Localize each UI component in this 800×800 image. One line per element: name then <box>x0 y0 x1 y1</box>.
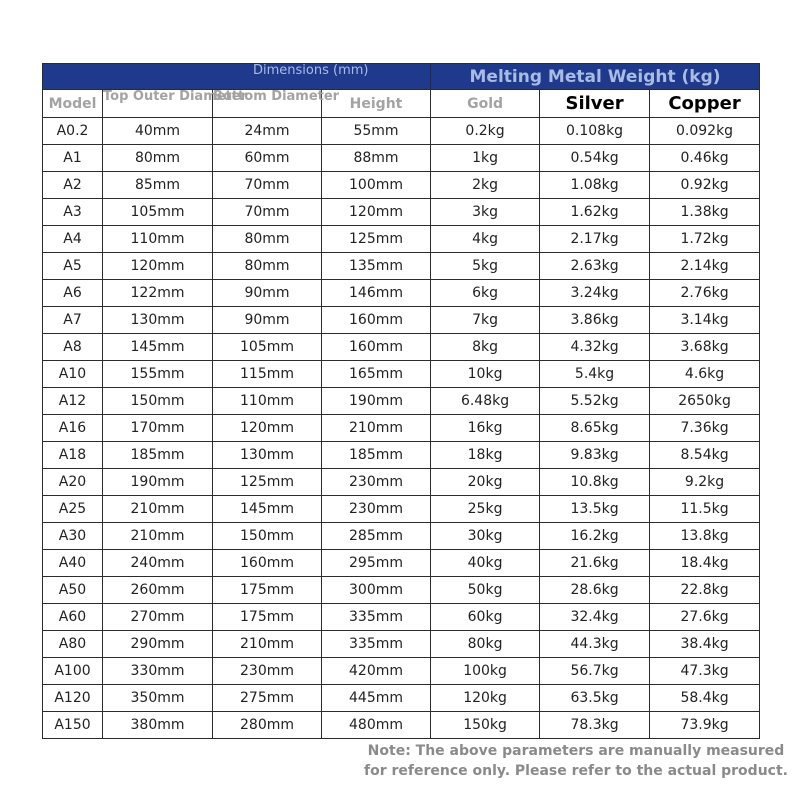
cell-bottom-diameter: 70mm <box>213 172 322 199</box>
cell-top-outer-diameter: 145mm <box>103 334 213 361</box>
cell-gold-weight: 1kg <box>431 145 540 172</box>
cell-gold-weight: 6kg <box>431 280 540 307</box>
cell-copper-weight: 7.36kg <box>650 415 760 442</box>
cell-gold-weight: 80kg <box>431 631 540 658</box>
cell-top-outer-diameter: 105mm <box>103 199 213 226</box>
cell-bottom-diameter: 210mm <box>213 631 322 658</box>
cell-height: 335mm <box>322 631 431 658</box>
table-row <box>43 523 760 550</box>
table-row <box>43 226 760 253</box>
cell-copper-weight: 47.3kg <box>650 658 760 685</box>
cell-bottom-diameter: 275mm <box>213 685 322 712</box>
cell-gold-weight: 25kg <box>431 496 540 523</box>
cell-height: 135mm <box>322 253 431 280</box>
cell-copper-weight: 0.092kg <box>650 118 760 145</box>
cell-top-outer-diameter: 155mm <box>103 361 213 388</box>
cell-model: A20 <box>43 469 103 496</box>
cell-model: A1 <box>43 145 103 172</box>
table-row <box>43 415 760 442</box>
cell-model: A30 <box>43 523 103 550</box>
disclaimer-note: Note: The above parameters are manually measured for reference only. Please refer to the actual product. <box>364 743 788 779</box>
cell-silver-weight: 56.7kg <box>540 658 650 685</box>
cell-model: A80 <box>43 631 103 658</box>
cell-model: A100 <box>43 658 103 685</box>
cell-copper-weight: 3.68kg <box>650 334 760 361</box>
cell-top-outer-diameter: 350mm <box>103 685 213 712</box>
table-row <box>43 469 760 496</box>
cell-silver-weight: 78.3kg <box>540 712 650 739</box>
cell-gold-weight: 60kg <box>431 604 540 631</box>
cell-top-outer-diameter: 190mm <box>103 469 213 496</box>
cell-bottom-diameter: 80mm <box>213 226 322 253</box>
cell-model: A4 <box>43 226 103 253</box>
table-row <box>43 145 760 172</box>
table-row <box>43 253 760 280</box>
cell-copper-weight: 2.14kg <box>650 253 760 280</box>
cell-copper-weight: 2.76kg <box>650 280 760 307</box>
cell-bottom-diameter: 80mm <box>213 253 322 280</box>
table-row <box>43 550 760 577</box>
cell-top-outer-diameter: 170mm <box>103 415 213 442</box>
cell-bottom-diameter: 150mm <box>213 523 322 550</box>
cell-gold-weight: 18kg <box>431 442 540 469</box>
cell-silver-weight: 32.4kg <box>540 604 650 631</box>
col-header-bottom-diameter: Bottom Diameter <box>213 90 322 118</box>
table-row <box>43 361 760 388</box>
cell-gold-weight: 8kg <box>431 334 540 361</box>
table-row <box>43 685 760 712</box>
cell-top-outer-diameter: 290mm <box>103 631 213 658</box>
table-body <box>43 118 760 739</box>
cell-height: 165mm <box>322 361 431 388</box>
cell-height: 120mm <box>322 199 431 226</box>
cell-copper-weight: 4.6kg <box>650 361 760 388</box>
cell-silver-weight: 4.32kg <box>540 334 650 361</box>
cell-model: A0.2 <box>43 118 103 145</box>
cell-copper-weight: 73.9kg <box>650 712 760 739</box>
cell-copper-weight: 58.4kg <box>650 685 760 712</box>
cell-copper-weight: 0.46kg <box>650 145 760 172</box>
col-header-silver: Silver <box>540 90 650 118</box>
cell-copper-weight: 1.72kg <box>650 226 760 253</box>
cell-silver-weight: 5.4kg <box>540 361 650 388</box>
cell-gold-weight: 30kg <box>431 523 540 550</box>
cell-gold-weight: 50kg <box>431 577 540 604</box>
cell-silver-weight: 63.5kg <box>540 685 650 712</box>
cell-copper-weight: 11.5kg <box>650 496 760 523</box>
cell-gold-weight: 150kg <box>431 712 540 739</box>
table-row <box>43 712 760 739</box>
table-row <box>43 307 760 334</box>
cell-copper-weight: 18.4kg <box>650 550 760 577</box>
cell-top-outer-diameter: 185mm <box>103 442 213 469</box>
col-header-height: Height <box>322 90 431 118</box>
cell-top-outer-diameter: 80mm <box>103 145 213 172</box>
cell-bottom-diameter: 115mm <box>213 361 322 388</box>
cell-height: 300mm <box>322 577 431 604</box>
cell-model: A10 <box>43 361 103 388</box>
table-row <box>43 658 760 685</box>
cell-silver-weight: 2.63kg <box>540 253 650 280</box>
cell-gold-weight: 100kg <box>431 658 540 685</box>
cell-model: A2 <box>43 172 103 199</box>
cell-gold-weight: 6.48kg <box>431 388 540 415</box>
cell-height: 125mm <box>322 226 431 253</box>
cell-model: A50 <box>43 577 103 604</box>
cell-height: 190mm <box>322 388 431 415</box>
table-row <box>43 388 760 415</box>
cell-gold-weight: 3kg <box>431 199 540 226</box>
cell-top-outer-diameter: 110mm <box>103 226 213 253</box>
table-row <box>43 334 760 361</box>
cell-top-outer-diameter: 85mm <box>103 172 213 199</box>
cell-height: 160mm <box>322 307 431 334</box>
cell-bottom-diameter: 90mm <box>213 280 322 307</box>
col-header-model: Model <box>43 90 103 118</box>
cell-model: A8 <box>43 334 103 361</box>
cell-height: 285mm <box>322 523 431 550</box>
cell-copper-weight: 1.38kg <box>650 199 760 226</box>
cell-bottom-diameter: 105mm <box>213 334 322 361</box>
cell-model: A25 <box>43 496 103 523</box>
cell-bottom-diameter: 175mm <box>213 604 322 631</box>
cell-gold-weight: 120kg <box>431 685 540 712</box>
table-row <box>43 577 760 604</box>
cell-bottom-diameter: 70mm <box>213 199 322 226</box>
cell-copper-weight: 8.54kg <box>650 442 760 469</box>
cell-silver-weight: 28.6kg <box>540 577 650 604</box>
cell-silver-weight: 10.8kg <box>540 469 650 496</box>
table-row <box>43 199 760 226</box>
cell-top-outer-diameter: 240mm <box>103 550 213 577</box>
cell-silver-weight: 2.17kg <box>540 226 650 253</box>
cell-bottom-diameter: 90mm <box>213 307 322 334</box>
cell-height: 88mm <box>322 145 431 172</box>
cell-copper-weight: 38.4kg <box>650 631 760 658</box>
cell-height: 100mm <box>322 172 431 199</box>
table-row <box>43 496 760 523</box>
cell-silver-weight: 16.2kg <box>540 523 650 550</box>
cell-top-outer-diameter: 270mm <box>103 604 213 631</box>
cell-silver-weight: 21.6kg <box>540 550 650 577</box>
cell-top-outer-diameter: 40mm <box>103 118 213 145</box>
cell-bottom-diameter: 175mm <box>213 577 322 604</box>
cell-height: 335mm <box>322 604 431 631</box>
cell-bottom-diameter: 60mm <box>213 145 322 172</box>
dimensions-group-header: Dimensions (mm) <box>43 64 431 90</box>
table-row <box>43 172 760 199</box>
cell-gold-weight: 20kg <box>431 469 540 496</box>
table-row <box>43 442 760 469</box>
cell-height: 210mm <box>322 415 431 442</box>
cell-bottom-diameter: 120mm <box>213 415 322 442</box>
cell-gold-weight: 5kg <box>431 253 540 280</box>
cell-model: A16 <box>43 415 103 442</box>
cell-copper-weight: 9.2kg <box>650 469 760 496</box>
cell-model: A150 <box>43 712 103 739</box>
cell-top-outer-diameter: 210mm <box>103 496 213 523</box>
cell-height: 480mm <box>322 712 431 739</box>
cell-top-outer-diameter: 130mm <box>103 307 213 334</box>
cell-top-outer-diameter: 260mm <box>103 577 213 604</box>
cell-gold-weight: 2kg <box>431 172 540 199</box>
cell-height: 160mm <box>322 334 431 361</box>
cell-bottom-diameter: 145mm <box>213 496 322 523</box>
cell-top-outer-diameter: 120mm <box>103 253 213 280</box>
cell-model: A3 <box>43 199 103 226</box>
cell-silver-weight: 8.65kg <box>540 415 650 442</box>
cell-model: A40 <box>43 550 103 577</box>
cell-height: 295mm <box>322 550 431 577</box>
table-row <box>43 280 760 307</box>
cell-silver-weight: 3.24kg <box>540 280 650 307</box>
cell-silver-weight: 0.108kg <box>540 118 650 145</box>
cell-top-outer-diameter: 210mm <box>103 523 213 550</box>
cell-silver-weight: 44.3kg <box>540 631 650 658</box>
cell-gold-weight: 0.2kg <box>431 118 540 145</box>
cell-gold-weight: 4kg <box>431 226 540 253</box>
cell-silver-weight: 0.54kg <box>540 145 650 172</box>
cell-copper-weight: 3.14kg <box>650 307 760 334</box>
cell-height: 420mm <box>322 658 431 685</box>
cell-top-outer-diameter: 122mm <box>103 280 213 307</box>
cell-silver-weight: 5.52kg <box>540 388 650 415</box>
cell-top-outer-diameter: 150mm <box>103 388 213 415</box>
cell-model: A7 <box>43 307 103 334</box>
cell-bottom-diameter: 110mm <box>213 388 322 415</box>
cell-gold-weight: 10kg <box>431 361 540 388</box>
cell-model: A5 <box>43 253 103 280</box>
cell-silver-weight: 1.62kg <box>540 199 650 226</box>
cell-bottom-diameter: 24mm <box>213 118 322 145</box>
cell-gold-weight: 40kg <box>431 550 540 577</box>
crucible-spec-table <box>42 63 760 739</box>
col-header-top-outer-diameter: Top Outer Diameter <box>103 90 213 118</box>
cell-model: A12 <box>43 388 103 415</box>
cell-top-outer-diameter: 330mm <box>103 658 213 685</box>
cell-copper-weight: 22.8kg <box>650 577 760 604</box>
table-row <box>43 118 760 145</box>
group-header-row <box>43 64 760 90</box>
table-row <box>43 631 760 658</box>
weight-group-header: Melting Metal Weight (kg) <box>431 64 760 90</box>
cell-height: 445mm <box>322 685 431 712</box>
cell-copper-weight: 2650kg <box>650 388 760 415</box>
cell-bottom-diameter: 160mm <box>213 550 322 577</box>
table-row <box>43 604 760 631</box>
cell-gold-weight: 16kg <box>431 415 540 442</box>
cell-bottom-diameter: 125mm <box>213 469 322 496</box>
cell-height: 230mm <box>322 469 431 496</box>
cell-model: A6 <box>43 280 103 307</box>
cell-silver-weight: 3.86kg <box>540 307 650 334</box>
cell-height: 146mm <box>322 280 431 307</box>
col-header-copper: Copper <box>650 90 760 118</box>
cell-bottom-diameter: 230mm <box>213 658 322 685</box>
cell-silver-weight: 9.83kg <box>540 442 650 469</box>
cell-top-outer-diameter: 380mm <box>103 712 213 739</box>
cell-copper-weight: 27.6kg <box>650 604 760 631</box>
cell-gold-weight: 7kg <box>431 307 540 334</box>
cell-height: 55mm <box>322 118 431 145</box>
cell-model: A120 <box>43 685 103 712</box>
cell-silver-weight: 13.5kg <box>540 496 650 523</box>
cell-copper-weight: 13.8kg <box>650 523 760 550</box>
cell-model: A60 <box>43 604 103 631</box>
cell-silver-weight: 1.08kg <box>540 172 650 199</box>
column-header-row <box>43 90 760 118</box>
col-header-gold: Gold <box>431 90 540 118</box>
cell-height: 185mm <box>322 442 431 469</box>
cell-copper-weight: 0.92kg <box>650 172 760 199</box>
cell-height: 230mm <box>322 496 431 523</box>
crucible-spec-table-container <box>42 63 759 739</box>
cell-bottom-diameter: 280mm <box>213 712 322 739</box>
cell-model: A18 <box>43 442 103 469</box>
cell-bottom-diameter: 130mm <box>213 442 322 469</box>
